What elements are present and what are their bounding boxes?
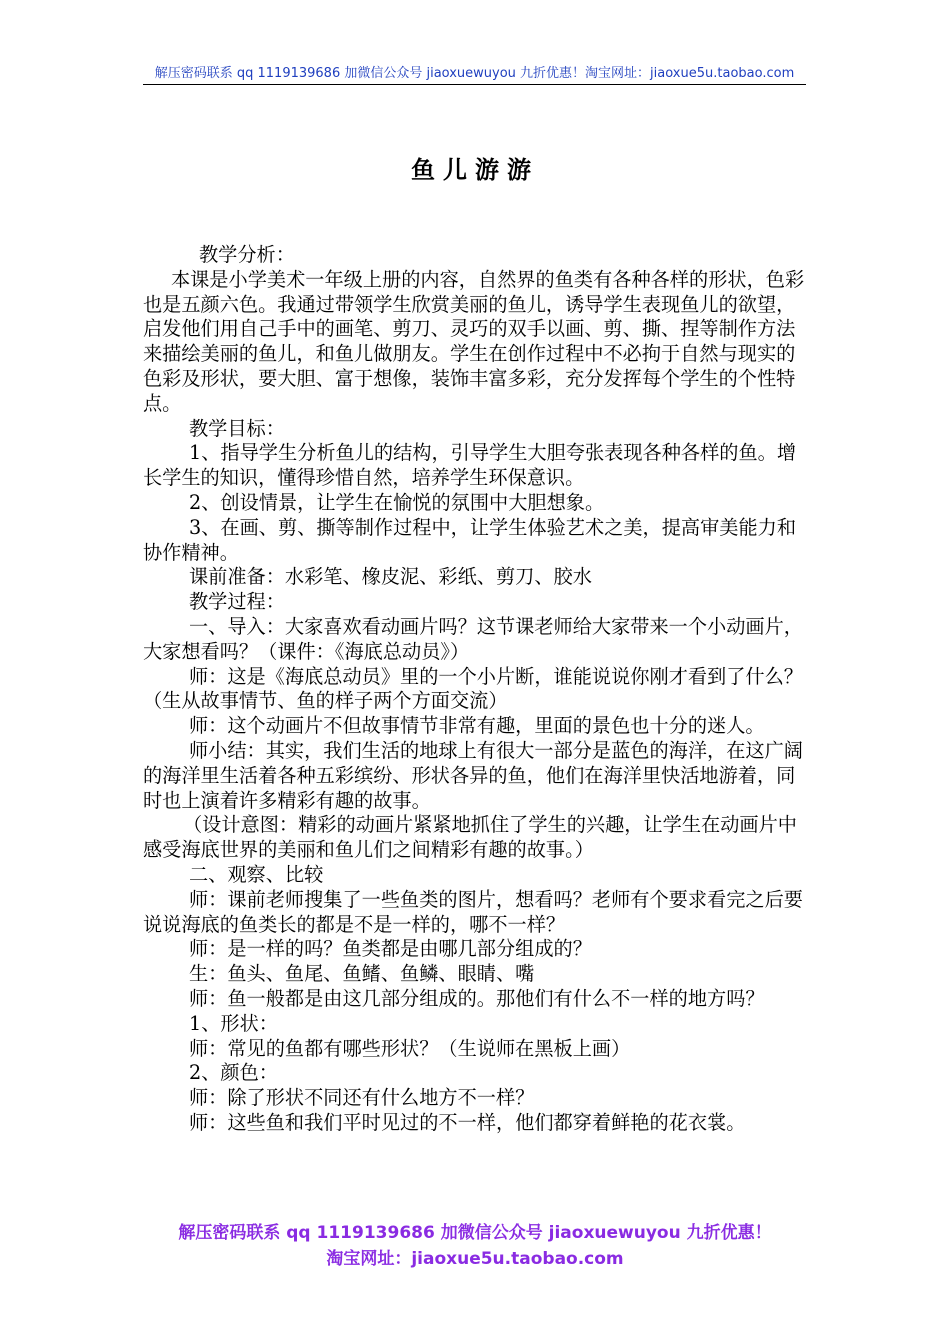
goal-item-1: 1、指导学生分析鱼儿的结构，引导学生大胆夸张表现各种各样的鱼。增长学生的知识，懂得珍惜自然，培养学生环保意识。 bbox=[143, 441, 797, 490]
paragraph-difference-question: 师：鱼一般都是由这几部分组成的。那他们有什么不一样的地方吗？ bbox=[189, 986, 765, 1010]
paragraph-color-question: 师：除了形状不同还有什么地方不一样？ bbox=[189, 1086, 535, 1110]
paragraph-analysis: 本课是小学美术一年级上册的内容，自然界的鱼类有各种各样的形状，色彩也是五颜六色。我通过带领学生欣赏美丽的鱼儿，诱导学生表现鱼儿的欲望，启发他们用自己手中的画笔、剪刀、灵巧的双手以画、剪、撕、捏等制作方法来描绘美丽的鱼儿，和鱼儿做朋友。学生在创作过程中不必拘于自然与现实的色彩及形状，要大胆、富于想像，装饰丰富多彩，充分发挥每个学生的个性特点。 bbox=[143, 267, 805, 415]
paragraph-student-note: （生从故事情节、鱼的样子两个方面交流） bbox=[143, 689, 508, 713]
footer-line-2: 淘宝网址：jiaoxue5u.taobao.com bbox=[326, 1249, 624, 1269]
document-title: 鱼儿游游 bbox=[411, 156, 539, 184]
page-header: 解压密码联系 qq 1119139686 加微信公众号 jiaoxuewuyou 九折优惠！淘宝网址：jiaoxue5u.taobao.com bbox=[143, 64, 806, 85]
paragraph-teacher-question: 师：这是《海底总动员》里的一个小片断，谁能说说你刚才看到了什么？ bbox=[189, 664, 803, 688]
paragraph-observe-task: 师：课前老师搜集了一些鱼类的图片，想看吗？老师有个要求看完之后要说说海底的鱼类长的都是不是一样的，哪不一样？ bbox=[143, 887, 803, 936]
paragraph-design-intent: （设计意图：精彩的动画片紧紧地抓住了学生的兴趣，让学生在动画片中感受海底世界的美丽和鱼儿们之间精彩有趣的故事。） bbox=[143, 813, 797, 862]
paragraph-teacher-summary: 师小结：其实，我们生活的地球上有很大一部分是蓝色的海洋，在这广阔的海洋里生活着各种五彩缤纷、形状各异的鱼，他们在海洋里快活地游着，同时也上演着许多精彩有趣的故事。 bbox=[143, 738, 803, 812]
subheading-shape: 1、形状： bbox=[189, 1011, 278, 1035]
paragraph-color-comment: 师：这些鱼和我们平时见过的不一样，他们都穿着鲜艳的花衣裳。 bbox=[189, 1110, 746, 1134]
preparation-line: 课前准备：水彩笔、橡皮泥、彩纸、剪刀、胶水 bbox=[189, 565, 592, 589]
section-heading-process: 教学过程： bbox=[189, 590, 285, 614]
goal-item-2: 2、创设情景，让学生在愉悦的氛围中大胆想象。 bbox=[189, 490, 605, 514]
paragraph-intro: 一、导入：大家喜欢看动画片吗？这节课老师给大家带来一个小动画片，大家想看吗？（课件：《海底总动员》） bbox=[143, 614, 803, 663]
subheading-color: 2、颜色： bbox=[189, 1061, 278, 1085]
document-body bbox=[143, 243, 811, 1136]
section-heading-analysis: 教学分析： bbox=[199, 243, 295, 266]
page-footer bbox=[0, 1220, 950, 1272]
paragraph-parts-answer: 生：鱼头、鱼尾、鱼鳍、鱼鳞、眼睛、嘴 bbox=[189, 962, 535, 986]
paragraph-teacher-comment: 师：这个动画片不但故事情节非常有趣，里面的景色也十分的迷人。 bbox=[189, 714, 765, 738]
paragraph-shape-question: 师：常见的鱼都有哪些形状？（生说师在黑板上画） bbox=[189, 1036, 631, 1060]
goal-item-3: 3、在画、剪、撕等制作过程中，让学生体验艺术之美，提高审美能力和协作精神。 bbox=[143, 515, 797, 564]
footer-line-1: 解压密码联系 qq 1119139686 加微信公众号 jiaoxuewuyou 九折优惠！ bbox=[178, 1223, 772, 1243]
section-heading-goals: 教学目标： bbox=[189, 416, 285, 440]
section-heading-observe: 二、观察、比较 bbox=[189, 862, 324, 886]
paragraph-parts-question: 师：是一样的吗？鱼类都是由哪几部分组成的？ bbox=[189, 937, 592, 961]
